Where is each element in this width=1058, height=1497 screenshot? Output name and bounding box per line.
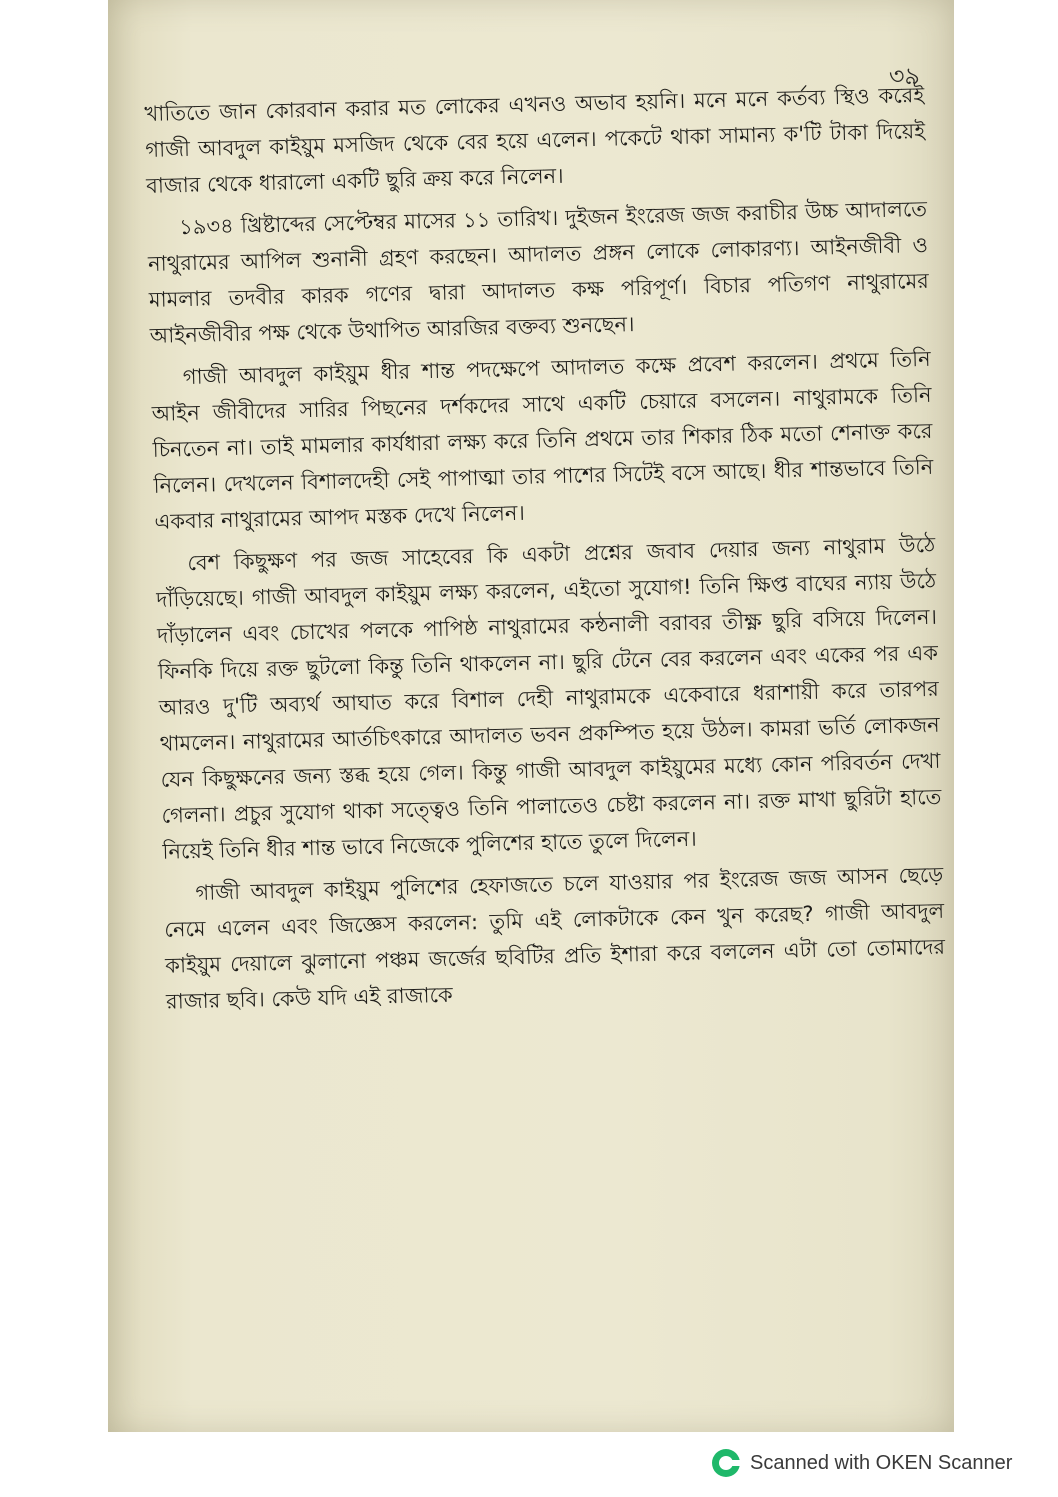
page-text-block: [144, 77, 946, 1026]
paragraph: ১৯৩৪ খ্রিষ্টাব্দের সেপ্টেম্বর মাসের ১১ তারিখ। দুইজন ইংরেজ জজ করাচীর উচ্চ আদালতে নাথুরামের আপিল শুনানী গ্রহণ করছেন। আদালত প্রঙ্গন লোকে লোকারণ্য। আইনজীবী ও মামলার তদবীর কারক গণের দ্বারা আদালত কক্ষ পরিপূর্ণ। বিচার পতিগণ নাথুরামের আইনজীবীর পক্ষ থেকে উথাপিত আরজির বক্তব্য শুনছেন।: [147, 196, 930, 348]
scanner-watermark: [712, 1448, 1012, 1478]
book-page: [108, 0, 954, 1432]
paragraph: খাতিতে জান কোরবান করার মত লোকের এখনও অভাব হয়নি। মনে মনে কর্তব্য স্থিও করেই গাজী আবদুল কাইয়ুম মসজিদ থেকে বের হয়ে এলেন। পকেটে থাকা সামান্য ক'টি টাকা দিয়েই বাজার থেকে ধারালো একটি ছুরি ক্রয় করে নিলেন।: [144, 82, 926, 198]
watermark-text: Scanned with OKEN Scanner: [750, 1451, 1013, 1474]
paragraph: গাজী আবদুল কাইয়ুম ধীর শান্ত পদক্ষেপে আদালত কক্ষে প্রবেশ করলেন। প্রথমে তিনি আইন জীবীদের সারির পিছনের দর্শকদের সাথে একটি চেয়ারে বসলেন। নাথুরামকে তিনি চিনতেন না। তাই মামলার কার্যধারা লক্ষ্য করে তিনি প্রথমে তার শিকার ঠিক মতো শেনাক্ত করে নিলেন। দেখলেন বিশালদেহী সেই পাপাত্মা তার পাশের সিটেই বসে আছে। ধীর শান্তভাবে তিনি একবার নাথুরামের আপদ মস্তক দেখে নিলেন।: [151, 346, 934, 534]
paragraph: বেশ কিছুক্ষণ পর জজ সাহেবের কি একটা প্রশ্নের জবাব দেয়ার জন্য নাথুরাম উঠে দাঁড়িয়েছে। গাজী আবদুল কাইয়ুম লক্ষ্য করলেন, এইতো সুযোগ! তিনি ক্ষিপ্ত বাঘের ন্যায় উঠে দাঁড়ালেন এবং চোখের পলকে পাপিষ্ঠ নাথুরামের কন্ঠনালী বরাবর তীক্ষ্ণ ছুরি বসিয়ে দিলেন। ফিনকি দিয়ে রক্ত ছুটলো কিন্তু তিনি থাকলেন না। ছুরি টেনে বের করলেন এবং একের পর এক আরও দু'টি অব্যর্থ আঘাত করে বিশাল দেহী নাথুরামকে একেবারে ধরাশায়ী করে তারপর থামলেন। নাথুরামের আর্তচিৎকারে আদালত ভবন প্রকম্পিত হয়ে উঠল। কামরা ভর্তি লোকজন যেন কিছুক্ষনের জন্য স্তব্ধ হয়ে গেল। কিন্তু গাজী আবদুল কাইয়ুমের মধ্যে কোন পরিবর্তন দেখা গেলনা। প্রচুর সুযোগ থাকা সত্ত্বেও তিনি পালাতেও চেষ্টা করলেন না। রক্ত মাখা ছুরিটা হাতে নিয়েই তিনি ধীর শান্ত ভাবে নিজেকে পুলিশের হাতে তুলে দিলেন।: [156, 532, 942, 864]
paragraph: গাজী আবদুল কাইয়ুম পুলিশের হেফাজতে চলে যাওয়ার পর ইংরেজ জজ আসন ছেড়ে নেমে এলেন এবং জিজ্ঞেস করলেন: তুমি এই লোকটাকে কেন খুন করেছ? গাজী আবদুল কাইয়ুম দেয়ালে ঝুলানো পঞ্চম জর্জের ছবিটির প্রতি ইশারা করে বললেন এটা তো তোমাদের রাজার ছবি। কেউ যদি এই রাজাকে: [164, 862, 946, 1014]
page-number: ৩৯: [888, 62, 920, 90]
oken-scanner-logo-icon: [712, 1449, 740, 1477]
